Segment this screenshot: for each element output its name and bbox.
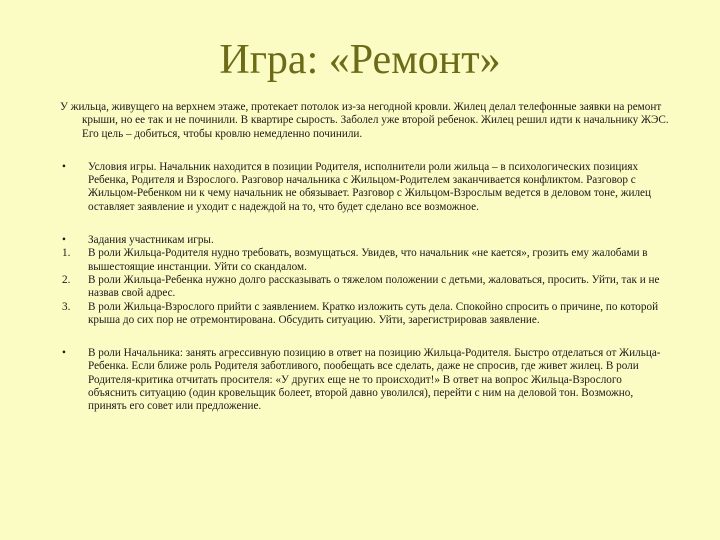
slide-body — [62, 101, 670, 414]
intro-paragraph: У жильца, живущего на верхнем этаже, протекает потолок из-за негодной кровли. Жилец делал телефонные заявки на ремонт крыши, но ее так и не починили. В квартире сырость. Заболел уже второй ребенок. Жилец решил идти к начальнику ЖЭС. Его цель – добиться, чтобы кровлю немедленно починили. — [60, 101, 669, 140]
bullet-marker: • — [62, 234, 66, 247]
slide-title: Игра: «Ремонт» — [219, 37, 501, 83]
task-number: 2. — [62, 273, 71, 286]
task-item — [62, 274, 670, 301]
tasks-heading-item — [62, 234, 670, 247]
chief-role-item — [62, 347, 670, 413]
task-text: В роли Жильца-Ребенка нужно долго рассказывать о тяжелом положении с детьми, жаловаться, просить. Уйти, так и не назвав свой адрес. — [88, 273, 660, 300]
task-number: 1. — [62, 247, 71, 260]
conditions-text: Условия игры. Начальник находится в позиции Родителя, исполнители роли жильца – в психологических позициях Ребенка, Родителя и Взрослого. Разговор начальника с Жильцом-Родителем заканчивается конфликтом. Разговор с Жильцом-Ребенком ни к чему начальник не обязывает. Разговор с Жильцом-Взрослым ведется в деловом тоне, жилец оставляет заявление и уходит с надеждой на то, что будет сделано все возможное. — [88, 160, 651, 213]
bullet-marker: • — [62, 347, 66, 360]
tasks-heading: Задания участникам игры. — [88, 234, 214, 247]
task-item — [62, 301, 670, 328]
task-text: В роли Жильца-Взрослого прийти с заявлением. Кратко изложить суть дела. Спокойно спросить о причине, по которой крыша до сих пор не отремонтирована. Обсудить ситуацию. Уйти, зарегистрировав заявление. — [88, 300, 659, 326]
task-number: 3. — [62, 300, 71, 313]
bullet-marker: • — [62, 160, 66, 173]
task-item — [62, 247, 670, 274]
conditions-item — [62, 161, 670, 214]
task-text: В роли Жильца-Родителя нудно требовать, возмущаться. Увидев, что начальник «не кается», грозить ему жалобами в вышестоящие инстанции. Уйти со скандалом. — [88, 247, 648, 273]
chief-role-text: В роли Начальника: занять агрессивную позицию в ответ на позицию Жильца-Родителя. Быстро отделаться от Жильца-Ребенка. Если ближе роль Родителя заботливого, пообещать все сделать, даже не спросив, где живет жилец. В роли Родителя-критика отчитать просителя: «У других еще не то происходит!» В ответ на вопрос Жильца-Взрослого объяснить ситуацию (один кровельщик болеет, второй давно уволился), перейти с ним на деловой тон. Возможно, принять его совет или предложение. — [88, 347, 661, 413]
